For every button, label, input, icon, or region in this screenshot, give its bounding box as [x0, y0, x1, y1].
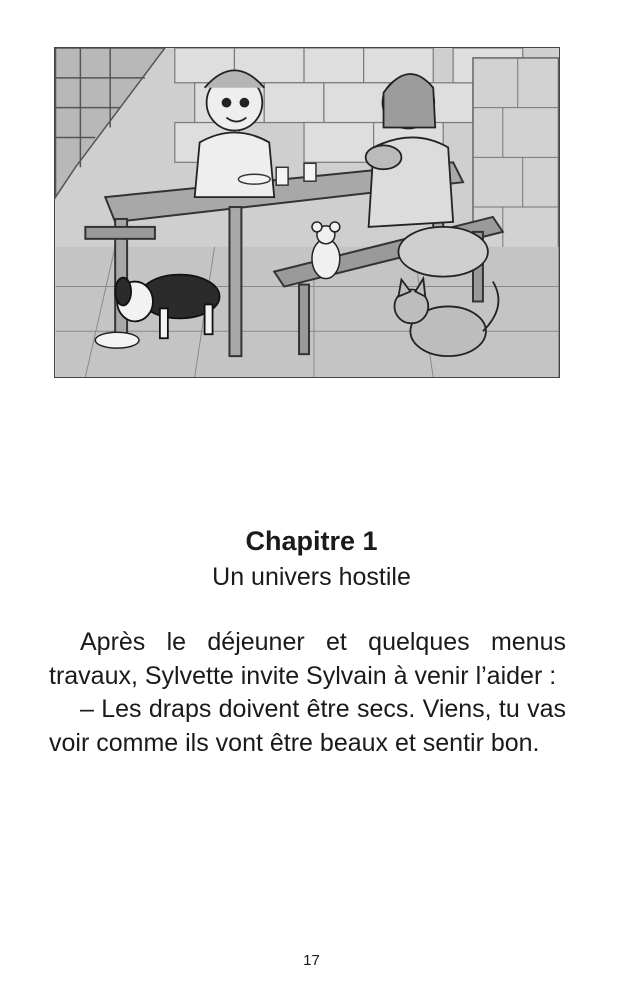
chapter-subtitle: Un univers hostile: [212, 563, 411, 591]
paragraph: Après le déjeuner et quelques menus travaux, Sylvette invite Sylvain à venir l’aider :: [49, 628, 566, 690]
chapter-title: Chapitre 1: [245, 526, 378, 556]
body-text: [49, 626, 566, 760]
chapter-heading: [0, 524, 623, 594]
page-number: 17: [303, 952, 320, 969]
kitchen-scene-illustration: [54, 47, 560, 378]
paragraph: – Les draps doivent être secs. Viens, tu vas voir comme ils vont être beaux et sentir bon.: [49, 695, 566, 757]
